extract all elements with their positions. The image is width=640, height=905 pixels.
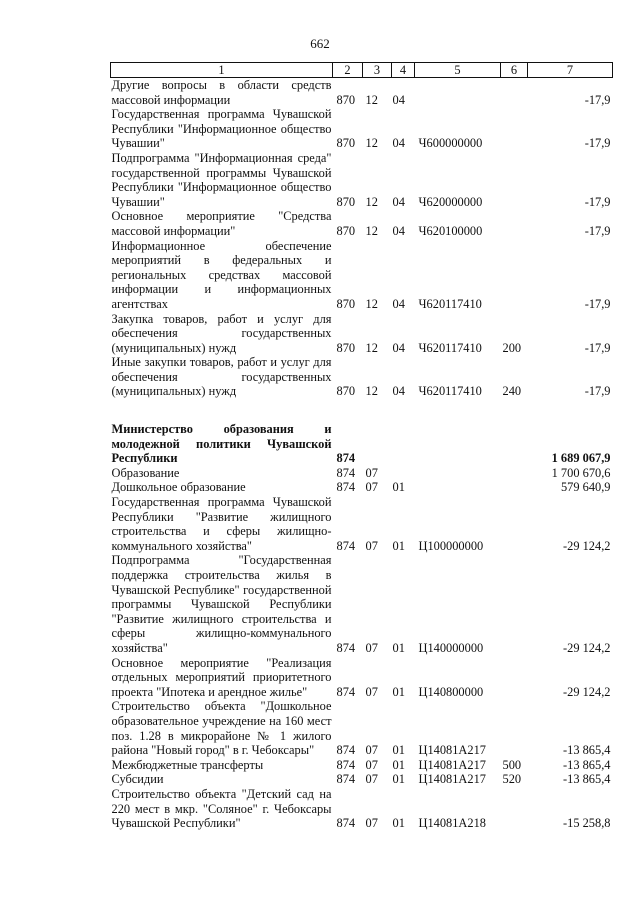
row-sum: -13 865,4 [563, 757, 611, 772]
row-expense-type: 240 [502, 384, 522, 399]
row-name: Иные закупки товаров, работ и услуг для обеспечения государственных (муниципальных) нужд [111, 355, 332, 399]
row-target-article: Ц14081А217 [418, 743, 486, 758]
table-row [111, 151, 613, 209]
row-target-article: Ц14081А217 [418, 757, 486, 772]
row-sum: -15 258,8 [563, 816, 611, 831]
table-row [111, 422, 613, 466]
row-name: Дошкольное образование [111, 480, 246, 495]
row-section: 12 [365, 92, 378, 107]
row-expense-type: 200 [502, 340, 522, 355]
row-section: 07 [365, 772, 378, 787]
row-section: 07 [365, 480, 378, 495]
row-name: Строительство объекта "Детский сад на 220 мест в мкр. "Соляное" г. Чебоксары Чувашской Республики" [111, 786, 332, 831]
row-code: 874 [336, 772, 356, 787]
table-row [111, 699, 613, 757]
row-section: 07 [365, 465, 378, 480]
row-subsection: 04 [392, 136, 405, 151]
row-code: 874 [336, 684, 356, 699]
row-name: Подпрограмма "Государственная поддержка строительства жилья в Чувашской Республике" государственной программы Чувашской Республики "Развитие жилищного строительства и сферы жилищно-коммунального хозяйства" [111, 553, 332, 655]
header-col-7: 7 [528, 63, 613, 78]
row-subsection: 04 [392, 296, 405, 311]
row-target-article: Ч620117410 [418, 296, 482, 311]
spacer-cell [111, 399, 613, 422]
row-name: Другие вопросы в области средств массовой информации [111, 78, 332, 107]
table-row [111, 758, 613, 773]
row-name: Основное мероприятие "Реализация отдельных мероприятий приоритетного проекта "Ипотека и арендное жилье" [111, 655, 332, 699]
row-target-article [415, 78, 501, 108]
row-code: 870 [336, 136, 356, 151]
row-subsection: 01 [392, 757, 405, 772]
row-name: Подпрограмма "Информационная среда" государственной программы Чувашской Республики "Информационное общество Чувашии" [111, 150, 332, 209]
row-subsection: 04 [392, 92, 405, 107]
row-sum: -13 865,4 [563, 743, 611, 758]
row-code: 870 [336, 384, 356, 399]
row-name: Государственная программа Чувашской Республики "Информационное общество Чувашии" [111, 107, 332, 151]
row-code: 874 [336, 816, 356, 831]
row-name: Закупка товаров, работ и услуг для обеспечения государственных (муниципальных) нужд [111, 311, 332, 355]
row-section: 12 [365, 223, 378, 238]
row-section: 12 [365, 194, 378, 209]
row-target-article [415, 466, 501, 481]
row-expense-type [501, 151, 528, 209]
row-sum: -29 124,2 [563, 640, 611, 655]
row-sum: -17,9 [584, 194, 611, 209]
row-sum: -17,9 [584, 92, 611, 107]
row-expense-type: 520 [502, 772, 522, 787]
row-section: 07 [365, 538, 378, 553]
header-col-3: 3 [363, 63, 392, 78]
row-sum: -17,9 [584, 340, 611, 355]
page-number: 662 [310, 36, 330, 51]
row-target-article: Ц100000000 [418, 538, 484, 553]
row-section: 07 [365, 743, 378, 758]
row-expense-type [501, 656, 528, 700]
row-target-article: Ч620117410 [418, 384, 482, 399]
table-row [111, 553, 613, 655]
row-name: Государственная программа Чувашской Республики "Развитие жилищного строительства и сферы жилищно-коммунального хозяйства" [111, 495, 332, 553]
row-section: 12 [365, 136, 378, 151]
row-name: Субсидии [111, 772, 164, 787]
row-subsection [392, 466, 415, 481]
table-row [111, 495, 613, 553]
row-expense-type [501, 107, 528, 151]
row-section: 12 [365, 340, 378, 355]
row-expense-type [501, 480, 528, 495]
row-name: Министерство образования и молодежной политики Чувашской Республики [111, 422, 332, 466]
row-subsection: 04 [392, 384, 405, 399]
row-code: 870 [336, 92, 356, 107]
row-code: 870 [336, 340, 356, 355]
row-code: 870 [336, 223, 356, 238]
row-subsection: 01 [392, 480, 405, 495]
row-expense-type [501, 553, 528, 655]
row-sum: -13 865,4 [563, 772, 611, 787]
row-expense-type [501, 209, 528, 238]
row-expense-type [501, 239, 528, 312]
row-sum: 1 700 670,6 [551, 465, 611, 480]
row-target-article: Ч600000000 [418, 136, 483, 151]
row-sum: 579 640,9 [560, 480, 611, 495]
header-col-4: 4 [392, 63, 415, 78]
row-expense-type [501, 466, 528, 481]
row-section [363, 422, 392, 466]
row-sum: -17,9 [584, 296, 611, 311]
row-target-article: Ц140800000 [418, 684, 484, 699]
row-code: 874 [336, 640, 356, 655]
header-col-2: 2 [333, 63, 363, 78]
table-row [111, 787, 613, 831]
row-subsection [392, 422, 415, 466]
table-row [111, 209, 613, 238]
row-expense-type [501, 422, 528, 466]
row-expense-type [501, 699, 528, 757]
row-section: 07 [365, 816, 378, 831]
row-sum: 1 689 067,9 [551, 451, 611, 466]
table-row [111, 656, 613, 700]
row-sum: -17,9 [584, 136, 611, 151]
row-subsection: 01 [392, 538, 405, 553]
table-row [111, 772, 613, 787]
row-expense-type [501, 787, 528, 831]
row-name: Основное мероприятие "Средства массовой информации" [111, 209, 332, 238]
row-subsection: 01 [392, 684, 405, 699]
table-row [111, 312, 613, 356]
table-body [111, 78, 613, 831]
header-col-6: 6 [501, 63, 528, 78]
row-code: 870 [336, 194, 356, 209]
row-subsection: 01 [392, 816, 405, 831]
row-name: Информационное обеспечение мероприятий в федеральных и региональных средствах массовой информации и информационных агентствах [111, 238, 332, 311]
row-sum: -29 124,2 [563, 684, 611, 699]
row-subsection: 01 [392, 743, 405, 758]
row-target-article: Ч620000000 [418, 194, 483, 209]
row-name: Межбюджетные трансферты [111, 757, 264, 772]
row-target-article: Ч620100000 [418, 223, 483, 238]
budget-table [110, 62, 613, 831]
table-row [111, 355, 613, 399]
row-target-article: Ц14081А217 [418, 772, 486, 787]
row-expense-type [501, 495, 528, 553]
row-target-article: Ч620117410 [418, 340, 482, 355]
table-row [111, 480, 613, 495]
row-name: Образование [111, 465, 180, 480]
table-row [111, 466, 613, 481]
row-sum: -17,9 [584, 223, 611, 238]
row-code: 874 [336, 757, 356, 772]
spacer-row [111, 399, 613, 422]
row-section: 12 [365, 384, 378, 399]
row-subsection: 01 [392, 772, 405, 787]
row-sum: -17,9 [584, 384, 611, 399]
row-code: 870 [336, 296, 356, 311]
row-name: Строительство объекта "Дошкольное образовательное учреждение на 160 мест поз. 1.28 в микрорайоне № 1 жилого района "Новый город" в г. Чебоксары" [111, 699, 332, 758]
row-target-article: Ц14081А218 [418, 816, 486, 831]
row-target-article [415, 480, 501, 495]
row-section: 07 [365, 640, 378, 655]
row-subsection: 04 [392, 340, 405, 355]
table-row [111, 107, 613, 151]
table-row [111, 239, 613, 312]
row-subsection: 04 [392, 194, 405, 209]
row-code: 874 [336, 480, 356, 495]
row-code: 874 [336, 465, 356, 480]
row-target-article: Ц140000000 [418, 640, 484, 655]
row-section: 07 [365, 757, 378, 772]
table-row [111, 78, 613, 108]
row-section: 07 [365, 684, 378, 699]
row-code: 874 [336, 451, 356, 466]
header-col-1: 1 [111, 63, 333, 78]
header-row [111, 63, 613, 78]
row-section: 12 [365, 296, 378, 311]
row-subsection: 01 [392, 640, 405, 655]
row-expense-type [501, 78, 528, 108]
row-code: 874 [336, 743, 356, 758]
row-code: 874 [336, 538, 356, 553]
header-col-5: 5 [415, 63, 501, 78]
row-expense-type: 500 [502, 757, 522, 772]
row-subsection: 04 [392, 223, 405, 238]
row-target-article [415, 422, 501, 466]
row-sum: -29 124,2 [563, 538, 611, 553]
